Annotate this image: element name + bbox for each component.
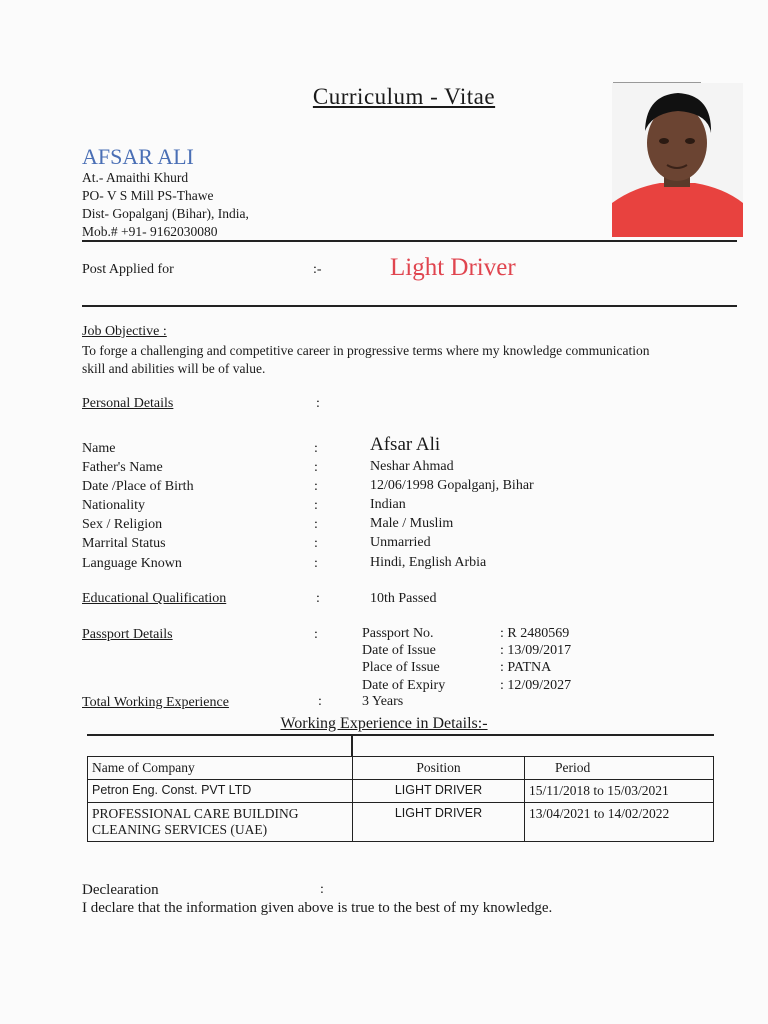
education-heading [82,591,316,607]
position-cell: LIGHT DRIVER [353,803,525,842]
dob-colon: : [314,479,318,494]
personal-details-colon: : [316,396,320,411]
experience-top-rule [87,734,714,736]
post-applied-value: Light Driver [390,254,516,281]
address-line: Dist- Gopalganj (Bihar), India, [82,206,249,221]
document-title: Curriculum - Vitae [312,84,496,109]
sex-religion-value: Male / Muslim [370,516,454,531]
passport-no-label: Passport No. [362,626,434,641]
issue-place-value: : PATNA [500,660,552,675]
photo-top-edge [613,82,701,83]
position-column-header: Position [353,757,525,780]
sex-religion-colon: : [314,517,318,532]
education-label: Educational Qualification [82,591,227,606]
company-cell: Petron Eng. Const. PVT LTD [88,780,353,803]
sex-religion-label: Sex / Religion [82,517,163,532]
position-cell: LIGHT DRIVER [353,780,525,803]
nationality-value: Indian [370,497,406,512]
issue-date-value: : 13/09/2017 [500,643,572,658]
candidate-name-heading: AFSAR ALI [82,144,194,169]
father-name-value: Neshar Ahmad [370,459,454,474]
marital-status-value: Unmarried [370,535,431,550]
total-experience-label: Total Working Experience [82,695,229,710]
address-line: At.- Amaithi Khurd [82,170,189,185]
job-objective-text: To forge a challenging and competitive career in progressive terms where my knowledge communication skill and abilities will be of value. [82,343,650,376]
total-experience-value: 3 Years [362,694,404,709]
language-value: Hindi, English Arbia [370,555,487,570]
job-objective-heading: Job Objective : [82,324,167,339]
post-divider [82,305,737,307]
issue-place-label: Place of Issue [362,660,440,675]
father-name-colon: : [314,460,318,475]
post-applied-colon: :- [313,262,322,277]
experience-column-divider [351,734,353,756]
education-colon: : [316,591,320,606]
dob-label: Date /Place of Birth [82,479,194,494]
declaration-text: I declare that the information given above is true to the best of my knowledge. [82,900,553,916]
address-block [82,169,249,241]
total-experience-colon: : [318,694,322,709]
passport-heading: Passport Details [82,627,173,642]
passport-no-value: : R 2480569 [500,626,570,641]
post-applied-label: Post Applied for [82,262,174,277]
period-column-header: Period [525,757,714,780]
table-row [88,780,714,803]
expiry-date-label: Date of Expiry [362,678,446,693]
address-line: PO- V S Mill PS-Thawe [82,188,214,203]
profile-photo [612,83,743,237]
company-column-header: Name of Company [88,757,353,780]
table-row [88,803,714,842]
declaration-heading: Declearation [82,882,159,898]
language-colon: : [314,556,318,571]
name-colon: : [314,441,318,456]
mobile-line: Mob.# +91- 9162030080 [82,224,218,239]
language-label: Language Known [82,556,182,571]
passport-colon: : [314,627,318,642]
marital-status-colon: : [314,536,318,551]
period-cell: 13/04/2021 to 14/02/2022 [525,803,714,842]
expiry-date-value: : 12/09/2027 [500,678,572,693]
personal-details-heading [82,396,316,412]
experience-details-heading: Working Experience in Details:- [280,715,488,732]
issue-date-label: Date of Issue [362,643,436,658]
name-label: Name [82,441,116,456]
father-name-label: Father's Name [82,460,163,475]
period-cell: 15/11/2018 to 15/03/2021 [525,780,714,803]
dob-value: 12/06/1998 Gopalganj, Bihar [370,478,534,493]
name-value: Afsar Ali [370,434,441,455]
declaration-colon: : [320,882,324,897]
nationality-colon: : [314,498,318,513]
company-cell: PROFESSIONAL CARE BUILDING CLEANING SERVICES (UAE) [88,803,353,842]
table-header-row [88,757,714,780]
header-divider [82,240,737,242]
marital-status-label: Marrital Status [82,536,166,551]
personal-details-label: Personal Details [82,396,174,411]
nationality-label: Nationality [82,498,145,513]
experience-table [87,756,714,842]
education-value: 10th Passed [370,591,437,606]
person-photo-icon [612,83,743,237]
